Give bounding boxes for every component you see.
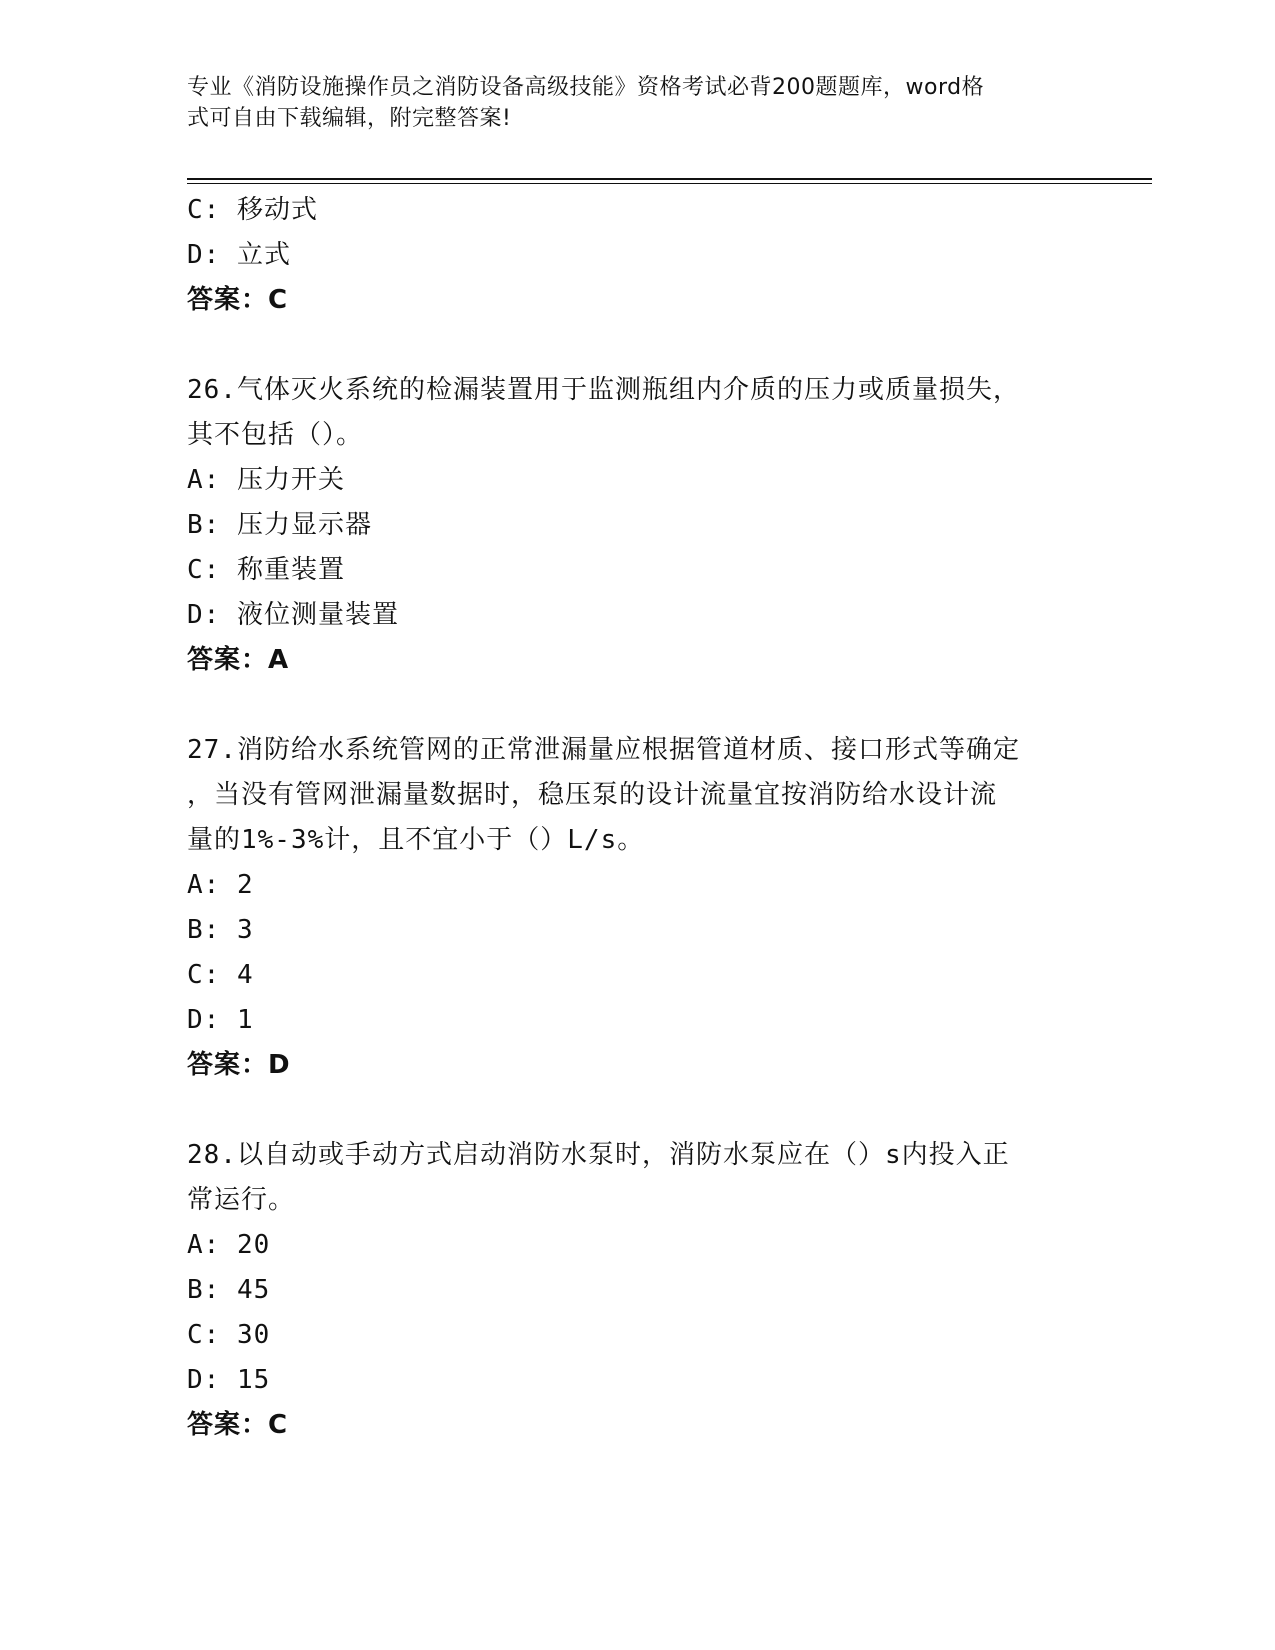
- question-stem: 量的1%-3%计，且不宜小于（）L/s。: [187, 825, 645, 855]
- option-c: C: 称重装置: [187, 555, 345, 585]
- answer-line: 答案：C: [187, 1410, 289, 1440]
- header-line-2: 式可自由下载编辑，附完整答案!: [187, 106, 512, 131]
- option-d: D: 1: [187, 1005, 254, 1035]
- option-c: C: 移动式: [187, 195, 318, 225]
- option-b: B: 3: [187, 915, 254, 945]
- option-a: A: 2: [187, 870, 254, 900]
- question-stem: ，当没有管网泄漏量数据时，稳压泵的设计流量宜按消防给水设计流: [187, 780, 998, 810]
- option-c: C: 30: [187, 1320, 271, 1350]
- option-b: B: 压力显示器: [187, 510, 372, 540]
- option-d: D: 立式: [187, 240, 291, 270]
- header-divider: [187, 178, 1152, 180]
- question-stem: 常运行。: [187, 1185, 296, 1215]
- answer-line: 答案：D: [187, 1050, 291, 1080]
- header-divider-thin: [187, 183, 1152, 184]
- option-b: B: 45: [187, 1275, 271, 1305]
- answer-line: 答案：A: [187, 645, 290, 675]
- option-a: A: 20: [187, 1230, 271, 1260]
- question-stem: 27.消防给水系统管网的正常泄漏量应根据管道材质、接口形式等确定: [187, 735, 1020, 765]
- document-header: [187, 72, 1067, 134]
- answer-line: 答案：C: [187, 285, 289, 315]
- option-c: C: 4: [187, 960, 254, 990]
- option-a: A: 压力开关: [187, 465, 345, 495]
- option-d: D: 液位测量装置: [187, 600, 399, 630]
- question-stem: 28.以自动或手动方式启动消防水泵时，消防水泵应在（）s内投入正: [187, 1140, 1010, 1170]
- question-stem: 其不包括（）。: [187, 420, 364, 450]
- option-d: D: 15: [187, 1365, 271, 1395]
- question-stem: 26.气体灭火系统的检漏装置用于监测瓶组内介质的压力或质量损失，: [187, 375, 1020, 405]
- header-line-1: 专业《消防设施操作员之消防设备高级技能》资格考试必背200题题库，word格: [187, 75, 985, 100]
